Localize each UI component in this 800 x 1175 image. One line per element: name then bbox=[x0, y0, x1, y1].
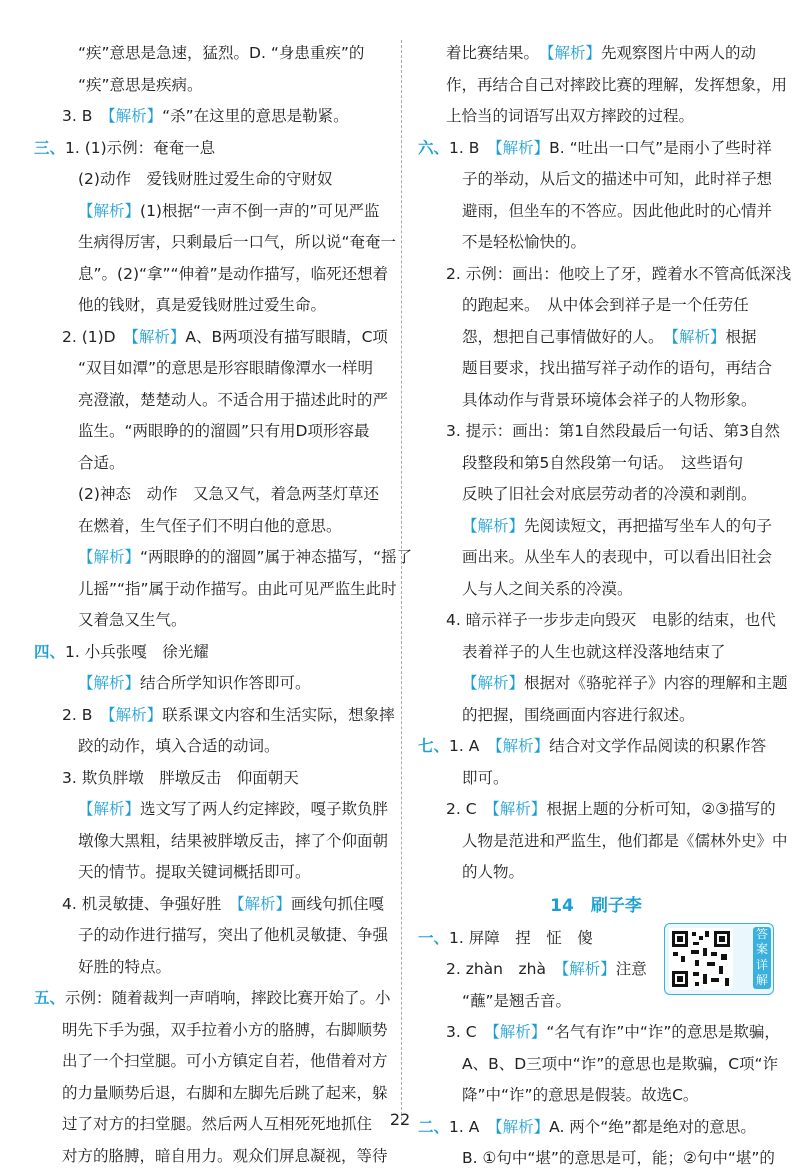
answer-text: 根据对《骆驼祥子》内容的理解和主题 bbox=[524, 674, 788, 692]
answer-line bbox=[34, 479, 386, 511]
answer-text: 怨，想把自己事情做好的人。 bbox=[462, 327, 672, 346]
answer-text: 生病得厉害，只剩最后一口气，所以说“奄奄一 bbox=[78, 233, 397, 251]
answer-line bbox=[418, 385, 774, 417]
answer-line bbox=[34, 920, 389, 952]
answer-text: 具体动作与背景环境体会祥子的人物形象。 bbox=[462, 390, 757, 409]
qr-label: 答案详解 bbox=[753, 927, 771, 989]
answer-line bbox=[418, 986, 774, 1018]
answer-text: 避雨，但坐车的不答应。因此他此时的心情并 bbox=[462, 201, 773, 220]
answer-line bbox=[34, 668, 386, 700]
section-number: 七、 bbox=[418, 737, 450, 755]
answer-text: 监生。“两眼睁的的溜圆”只有用D项形容最 bbox=[78, 422, 370, 440]
answer-text: 2. zhàn zhà bbox=[446, 960, 562, 978]
answer-line bbox=[418, 70, 788, 102]
answer-line bbox=[418, 479, 774, 511]
answer-line bbox=[34, 983, 391, 1015]
analysis-tag: 【解析】 bbox=[107, 107, 163, 125]
answer-line bbox=[418, 668, 788, 700]
answer-line bbox=[418, 923, 774, 955]
answer-text: (2)神态 动作 又急又气，着急两茎灯草还 bbox=[78, 485, 379, 503]
answer-line bbox=[418, 448, 774, 480]
analysis-tag: 【解析】 bbox=[546, 44, 602, 62]
answer-text: 3. 欺负胖墩 胖墩反击 仰面朝天 bbox=[62, 768, 299, 787]
answer-text: 画线句抓住嘎 bbox=[290, 894, 384, 913]
answer-text: 天的情节。提取关键词概括即可。 bbox=[78, 863, 311, 881]
answer-text: 着比赛结果。 bbox=[446, 44, 547, 62]
answer-text: (1)根据“一声不倒一声的”可见严监 bbox=[140, 201, 380, 220]
section-number: 二、 bbox=[418, 1117, 450, 1136]
answer-text: 人物是范进和严监生，他们都是《儒林外史》中 bbox=[462, 831, 788, 850]
analysis-tag: 【解析】 bbox=[561, 960, 616, 978]
answer-text: 1. (1)示例：奄奄一息 bbox=[65, 138, 216, 157]
answer-line bbox=[34, 605, 386, 637]
answer-text: 1. A bbox=[449, 1117, 495, 1136]
analysis-tag: 【解析】 bbox=[462, 674, 525, 692]
answer-text: 过了对方的扫堂腿。然后两人互相死死地抓住 bbox=[62, 1115, 373, 1133]
answer-line bbox=[34, 1078, 386, 1110]
answer-line bbox=[34, 353, 386, 385]
answer-text: 在燃着，生气侄子们不明白他的意思。 bbox=[78, 516, 342, 535]
analysis-tag: 【解析】 bbox=[78, 800, 141, 818]
answer-line bbox=[418, 826, 788, 858]
answer-text: A、B两项没有描写眼睛，C项 bbox=[185, 327, 388, 346]
answer-text: 跤的动作，填入合适的动词。 bbox=[78, 737, 280, 755]
answer-text: 的跑起来。 从中体会到祥子是一个任劳任 bbox=[462, 296, 749, 314]
answer-line bbox=[34, 227, 397, 259]
answer-line bbox=[34, 164, 386, 196]
answer-text: 人与人之间关系的冷漠。 bbox=[462, 579, 633, 598]
answer-text: 2. (1)D bbox=[62, 327, 132, 346]
answer-line bbox=[418, 1143, 774, 1175]
answer-line bbox=[418, 1080, 774, 1112]
analysis-tag: 【解析】 bbox=[494, 737, 550, 755]
answer-text: 根据上题的分析可知，②③描写的 bbox=[546, 800, 776, 818]
answer-text: “两眼睁的的溜圆”属于神态描写，“摇了 bbox=[140, 548, 413, 566]
answer-line bbox=[418, 290, 774, 322]
answer-text: 结合对文学作品阅读的积累作答 bbox=[549, 737, 767, 755]
analysis-tag: 【解析】 bbox=[671, 327, 726, 346]
answer-line bbox=[34, 889, 386, 921]
answer-text: (2)动作 爱钱财胜过爱生命的守财奴 bbox=[78, 170, 333, 188]
answer-line bbox=[34, 794, 389, 826]
answer-text: 画出来。从坐车人的表现中，可以看出旧社会 bbox=[462, 548, 773, 566]
right-column bbox=[418, 38, 792, 1175]
answer-line bbox=[34, 637, 386, 669]
answer-line bbox=[34, 385, 389, 417]
answer-text: 4. 暗示祥子一步步走向毁灭 电影的结束，也代 bbox=[446, 611, 776, 629]
answer-line bbox=[418, 322, 774, 354]
answer-text: 注意 bbox=[615, 960, 647, 978]
answer-text: 1. 屏障 捏 怔 傻 bbox=[449, 928, 593, 947]
answer-text: 2. C bbox=[446, 800, 493, 818]
answer-line bbox=[34, 196, 386, 228]
answer-text: 反映了旧社会对底层劳动者的冷漠和剥削。 bbox=[462, 485, 757, 503]
analysis-tag: 【解析】 bbox=[107, 705, 163, 724]
answer-line bbox=[34, 826, 389, 858]
answer-text: B. “吐出一口气”是雨小了些时祥 bbox=[549, 138, 772, 157]
answer-line bbox=[34, 952, 386, 984]
answer-line bbox=[418, 133, 774, 165]
answer-text: 3. 提示：画出：第1自然段最后一句话、第3自然 bbox=[446, 422, 780, 440]
answer-text: 1. A bbox=[449, 737, 495, 755]
answer-line bbox=[34, 259, 389, 291]
answer-text: 他的钱财，真是爱钱财胜过爱生命。 bbox=[78, 296, 327, 314]
answer-text: “疾”意思是急速，猛烈。D. “身患重疾”的 bbox=[78, 44, 365, 62]
answer-line bbox=[34, 511, 386, 543]
section-number: 六、 bbox=[418, 138, 450, 157]
answer-line bbox=[34, 574, 397, 606]
answer-text: 题目要求，找出描写祥子动作的语句，再结合 bbox=[462, 359, 773, 377]
answer-line bbox=[418, 416, 780, 448]
answer-text: 亮澄澈，楚楚动人。不适合用于描述此时的严 bbox=[78, 390, 389, 409]
answer-line bbox=[34, 1046, 386, 1078]
answer-line bbox=[34, 857, 386, 889]
answer-text: 作，再结合自己对摔跤比赛的理解，发挥想象，用 bbox=[446, 75, 788, 94]
answer-text: 即可。 bbox=[462, 768, 509, 787]
answer-text: 好胜的特点。 bbox=[78, 957, 172, 976]
answer-line bbox=[418, 857, 774, 889]
answer-line bbox=[418, 164, 774, 196]
lesson-answers bbox=[418, 923, 780, 1175]
answer-text: 2. B bbox=[62, 705, 108, 724]
answer-line bbox=[418, 196, 774, 228]
answer-line bbox=[34, 448, 386, 480]
answer-text: 又着急又生气。 bbox=[78, 611, 187, 629]
answer-line bbox=[34, 290, 386, 322]
answer-line bbox=[418, 605, 774, 637]
answer-text: 上恰当的词语写出双方摔跤的过程。 bbox=[446, 107, 695, 125]
answer-line bbox=[418, 511, 774, 543]
answer-text: 对方的胳膊，暗自用力。观众们屏息凝视，等待 bbox=[62, 1146, 388, 1165]
answer-text: 先阅读短文，再把描写坐车人的句子 bbox=[524, 516, 773, 535]
answer-line bbox=[34, 763, 386, 795]
answer-text: 段整段和第5自然段第一句话。 这些语句 bbox=[462, 453, 744, 472]
answer-line bbox=[34, 1015, 386, 1047]
analysis-tag: 【解析】 bbox=[492, 800, 547, 818]
answer-line bbox=[418, 542, 774, 574]
answer-text: 先观察图片中两人的动 bbox=[601, 44, 757, 62]
answer-text: “蘸”是翘舌音。 bbox=[462, 991, 572, 1010]
answer-text: A. 两个“绝”都是绝对的意思。 bbox=[549, 1117, 756, 1136]
answer-line bbox=[418, 259, 792, 291]
answer-line bbox=[34, 416, 386, 448]
answer-text: 1. 小兵张嘎 徐光耀 bbox=[65, 642, 209, 661]
answer-text: 的把握，围绕画面内容进行叙述。 bbox=[462, 705, 695, 724]
answer-text: 子的举动，从后文的描述中可知，此时祥子想 bbox=[462, 170, 773, 188]
answer-line bbox=[34, 38, 386, 70]
answer-line bbox=[418, 1017, 780, 1049]
answer-line bbox=[418, 353, 774, 385]
analysis-tag: 【解析】 bbox=[494, 138, 550, 157]
answer-text: 的人物。 bbox=[462, 863, 525, 881]
right-top-answers bbox=[418, 38, 792, 889]
answer-text: 表着祥子的人生也就这样没落地结束了 bbox=[462, 642, 726, 661]
answer-text: 子的动作进行描写，突出了他机灵敏捷、争强 bbox=[78, 926, 389, 944]
answer-line bbox=[418, 700, 774, 732]
answer-line bbox=[34, 322, 386, 354]
answer-line bbox=[418, 794, 774, 826]
answer-line bbox=[418, 954, 774, 986]
answer-line bbox=[418, 38, 774, 70]
answer-line bbox=[34, 700, 395, 732]
answer-text: 降”中“诈”的意思是假装。故选C。 bbox=[462, 1086, 699, 1104]
answer-text: “名气有诈”中“诈”的意思是欺骗， bbox=[546, 1023, 780, 1041]
section-number: 一、 bbox=[418, 928, 450, 947]
answer-text: 儿摇”“指”属于动作描写。由此可见严监生此时 bbox=[78, 579, 397, 598]
section-number: 三、 bbox=[34, 138, 66, 157]
section-number: 四、 bbox=[34, 642, 66, 661]
answer-text: “杀”在这里的意思是勒紧。 bbox=[162, 107, 349, 125]
answer-text: 1. B bbox=[449, 138, 495, 157]
answer-line bbox=[418, 1049, 779, 1081]
lesson-title: 14 刷子李 bbox=[550, 895, 642, 916]
answer-text: 出了一个扫堂腿。可小方镇定自若，他借着对方 bbox=[62, 1052, 388, 1070]
answer-text: 的力量顺势后退，右脚和左脚先后跳了起来，躲 bbox=[62, 1083, 388, 1102]
analysis-tag: 【解析】 bbox=[78, 674, 141, 692]
answer-text: 息”。(2)“拿”“伸着”是动作描写，临死还想着 bbox=[78, 264, 389, 283]
answer-text: 3. B bbox=[62, 107, 108, 125]
analysis-tag: 【解析】 bbox=[131, 327, 186, 346]
answer-text: 根据 bbox=[725, 327, 757, 346]
answer-text: 选文写了两人约定摔跤，嘎子欺负胖 bbox=[140, 800, 389, 818]
answer-line bbox=[418, 763, 774, 795]
analysis-tag: 【解析】 bbox=[78, 201, 141, 220]
answer-text: “双目如潭”的意思是形容眼睛像潭水一样明 bbox=[78, 359, 374, 377]
analysis-tag: 【解析】 bbox=[78, 548, 141, 566]
answer-line bbox=[418, 574, 774, 606]
answer-line bbox=[418, 637, 774, 669]
answer-text: 示例：随着裁判一声哨响，摔跤比赛开始了。小 bbox=[65, 989, 391, 1007]
answer-line bbox=[34, 133, 386, 165]
analysis-tag: 【解析】 bbox=[492, 1023, 547, 1041]
answer-line bbox=[418, 731, 774, 763]
analysis-tag: 【解析】 bbox=[462, 516, 525, 535]
analysis-tag: 【解析】 bbox=[236, 894, 291, 913]
answer-line bbox=[418, 101, 774, 133]
answer-line bbox=[34, 731, 386, 763]
answer-text: “疾”意思是疾病。 bbox=[78, 75, 203, 94]
answer-text: 4. 机灵敏捷、争强好胜 bbox=[62, 894, 237, 913]
answer-text: 2. 示例：画出：他咬上了牙，蹚着水不管高低深浅 bbox=[446, 264, 792, 283]
page-number: 22 bbox=[389, 1110, 411, 1129]
answer-text: 明先下手为强，双手拉着小方的胳膊，右脚顺势 bbox=[62, 1020, 388, 1039]
answer-line bbox=[34, 1141, 386, 1173]
answer-text: 墩像大黑粗，结果被胖墩反击，摔了个仰面朝 bbox=[78, 831, 389, 850]
answer-line bbox=[34, 101, 386, 133]
answer-line bbox=[34, 542, 413, 574]
analysis-tag: 【解析】 bbox=[494, 1117, 550, 1136]
answer-text: B. ①句中“堪”的意思是可，能；②句中“堪”的 bbox=[462, 1149, 775, 1167]
answer-text: 联系课文内容和生活实际，想象摔 bbox=[162, 705, 395, 724]
answer-text: A、B、D三项中“诈”的意思也是欺骗，C项“诈 bbox=[462, 1054, 779, 1073]
column-divider bbox=[401, 40, 402, 1125]
answer-text: 结合所学知识作答即可。 bbox=[140, 674, 311, 692]
answer-text: 3. C bbox=[446, 1023, 493, 1041]
section-number: 五、 bbox=[34, 989, 66, 1007]
answer-line bbox=[418, 227, 774, 259]
answer-text: 合适。 bbox=[78, 453, 125, 472]
answer-line bbox=[34, 70, 386, 102]
answer-text: 不是轻松愉快的。 bbox=[462, 233, 587, 251]
